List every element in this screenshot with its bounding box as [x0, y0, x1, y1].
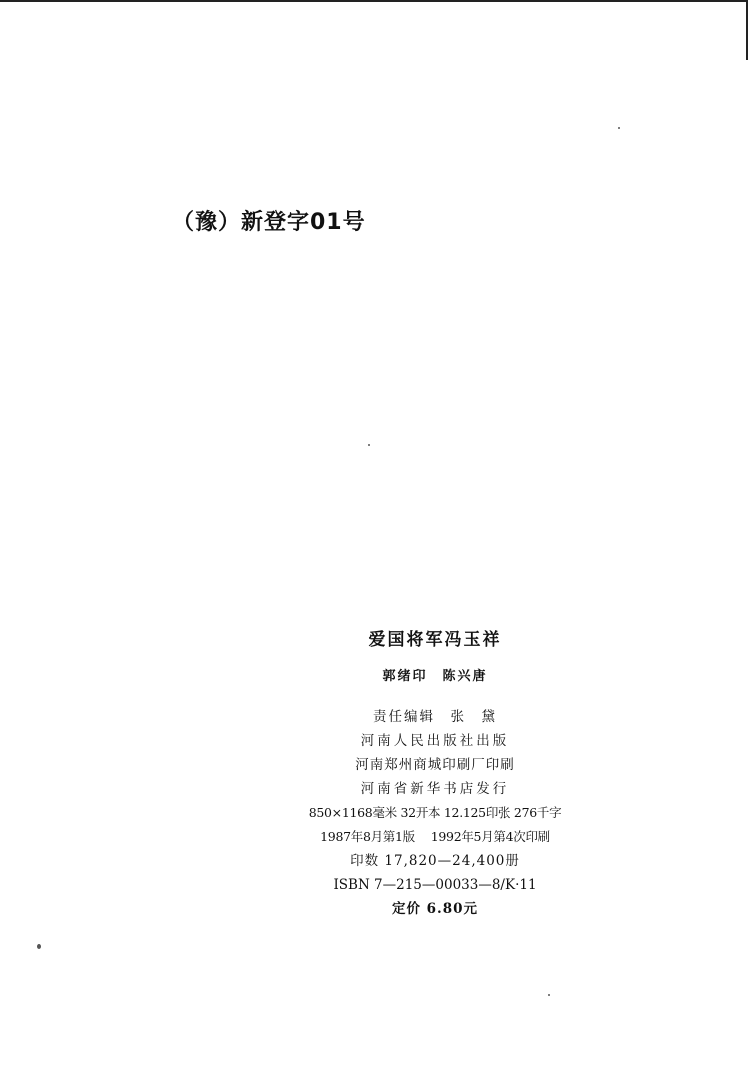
book-authors: 郭绪印 陈兴唐	[382, 669, 488, 684]
price-line: 定价 6.80元	[391, 901, 479, 917]
book-title: 爱国将军冯玉祥	[368, 630, 502, 650]
edition-line: 1987年8月第1版 1992年5月第4次印刷	[320, 829, 550, 844]
scan-speck	[548, 994, 550, 996]
format-line: 850×1168毫米 32开本 12.125印张 276千字	[308, 805, 562, 820]
colophon-block	[280, 626, 590, 921]
scan-speck	[618, 127, 620, 129]
printer-line: 河南郑州商城印刷厂印刷	[355, 757, 515, 773]
registration-number: （豫）新登字01号	[172, 210, 366, 235]
distributor-line: 河南省新华书店发行	[360, 781, 510, 797]
scan-speck	[368, 444, 370, 446]
publication-info	[280, 705, 590, 921]
publisher-line: 河南人民出版社出版	[360, 733, 510, 749]
scan-speck	[37, 944, 41, 949]
page-border-top	[0, 0, 748, 2]
print-run-line: 印数 17,820—24,400册	[350, 853, 520, 869]
isbn-line: ISBN 7—215—00033—8/K·11	[333, 877, 537, 893]
editor-line: 责任编辑 张 黛	[373, 709, 497, 725]
